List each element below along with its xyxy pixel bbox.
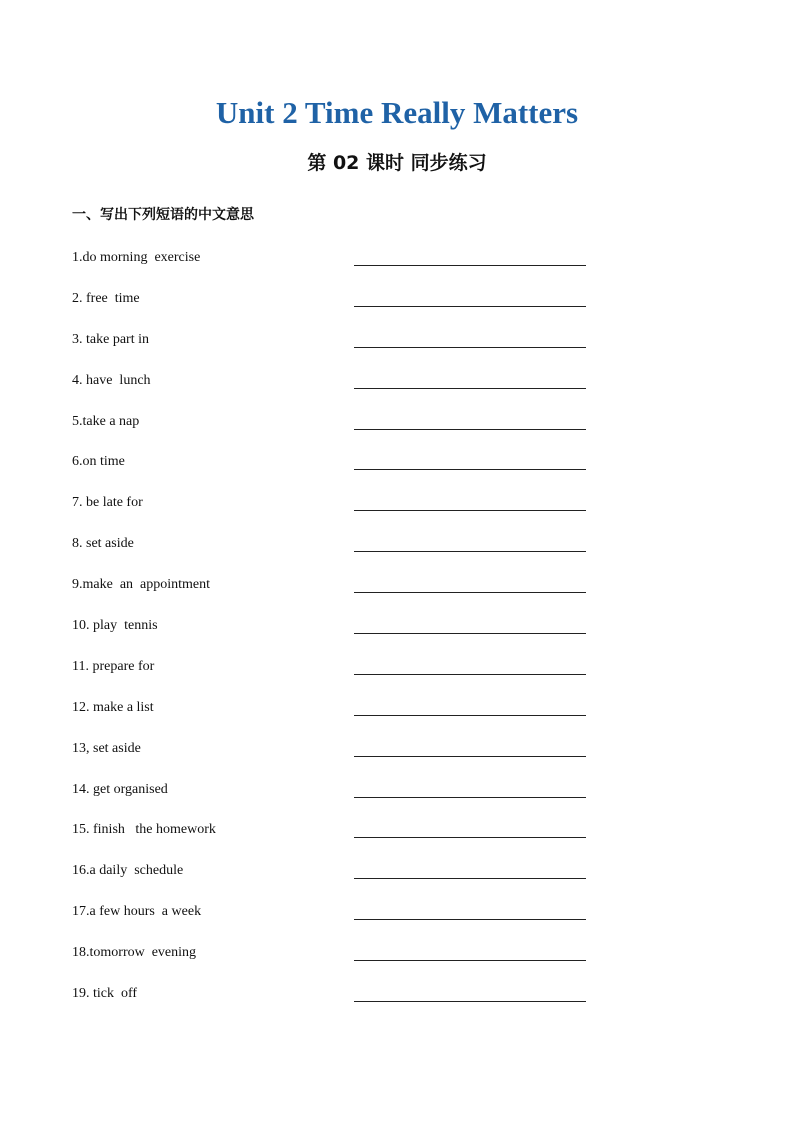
list-item xyxy=(0,248,794,289)
phrase-text: 6.on time xyxy=(72,454,125,470)
phrase-text: 7. be late for xyxy=(72,495,143,511)
section-heading: 一、写出下列短语的中文意思 xyxy=(72,207,254,223)
answer-blank[interactable] xyxy=(354,306,586,307)
list-item xyxy=(0,289,794,330)
list-item xyxy=(0,575,794,616)
answer-blank[interactable] xyxy=(354,510,586,511)
list-item xyxy=(0,452,794,493)
phrase-text: 8. set aside xyxy=(72,536,134,552)
answer-blank[interactable] xyxy=(354,960,586,961)
answer-blank[interactable] xyxy=(354,1001,586,1002)
list-item xyxy=(0,493,794,534)
phrase-text: 3. take part in xyxy=(72,331,149,347)
answer-blank[interactable] xyxy=(354,592,586,593)
answer-blank[interactable] xyxy=(354,633,586,634)
list-item xyxy=(0,861,794,902)
list-item xyxy=(0,534,794,575)
phrase-text: 15. finish the homework xyxy=(72,822,216,838)
answer-blank[interactable] xyxy=(354,715,586,716)
phrase-text: 1.do morning exercise xyxy=(72,250,201,265)
list-item xyxy=(0,698,794,739)
phrase-text: 12. make a list xyxy=(72,699,154,715)
phrase-text: 2. free time xyxy=(72,290,140,306)
answer-blank[interactable] xyxy=(354,919,586,920)
list-item xyxy=(0,820,794,861)
list-item xyxy=(0,739,794,780)
answer-blank[interactable] xyxy=(354,756,586,757)
list-item xyxy=(0,371,794,412)
phrase-text: 10. play tennis xyxy=(72,618,158,634)
list-item xyxy=(0,902,794,943)
phrase-text: 9.make an appointment xyxy=(72,577,211,593)
answer-blank[interactable] xyxy=(354,878,586,879)
phrase-text: 17.a few hours a week xyxy=(72,904,202,920)
answer-blank[interactable] xyxy=(354,797,586,798)
lesson-subtitle: 第 02 课时 同步练习 xyxy=(307,152,487,174)
list-item xyxy=(0,984,794,1025)
answer-blank[interactable] xyxy=(354,469,586,470)
phrase-text: 11. prepare for xyxy=(72,658,155,674)
phrase-text: 19. tick off xyxy=(72,986,138,1002)
phrase-text: 18.tomorrow evening xyxy=(72,945,197,961)
phrase-text: 14. get organised xyxy=(72,781,168,797)
phrase-text: 4. have lunch xyxy=(72,372,151,388)
list-item xyxy=(0,780,794,821)
phrase-list xyxy=(0,248,794,1025)
answer-blank[interactable] xyxy=(354,347,586,348)
answer-blank[interactable] xyxy=(354,837,586,838)
list-item xyxy=(0,616,794,657)
answer-blank[interactable] xyxy=(354,551,586,552)
answer-blank[interactable] xyxy=(354,674,586,675)
answer-blank[interactable] xyxy=(354,265,586,266)
phrase-text: 13, set aside xyxy=(72,740,141,756)
page-title: Unit 2 Time Really Matters xyxy=(215,95,579,130)
list-item xyxy=(0,943,794,984)
phrase-text: 16.a daily schedule xyxy=(72,863,184,879)
list-item xyxy=(0,657,794,698)
phrase-text: 5.take a nap xyxy=(72,413,140,429)
list-item xyxy=(0,330,794,371)
list-item xyxy=(0,412,794,453)
answer-blank[interactable] xyxy=(354,429,586,430)
answer-blank[interactable] xyxy=(354,388,586,389)
